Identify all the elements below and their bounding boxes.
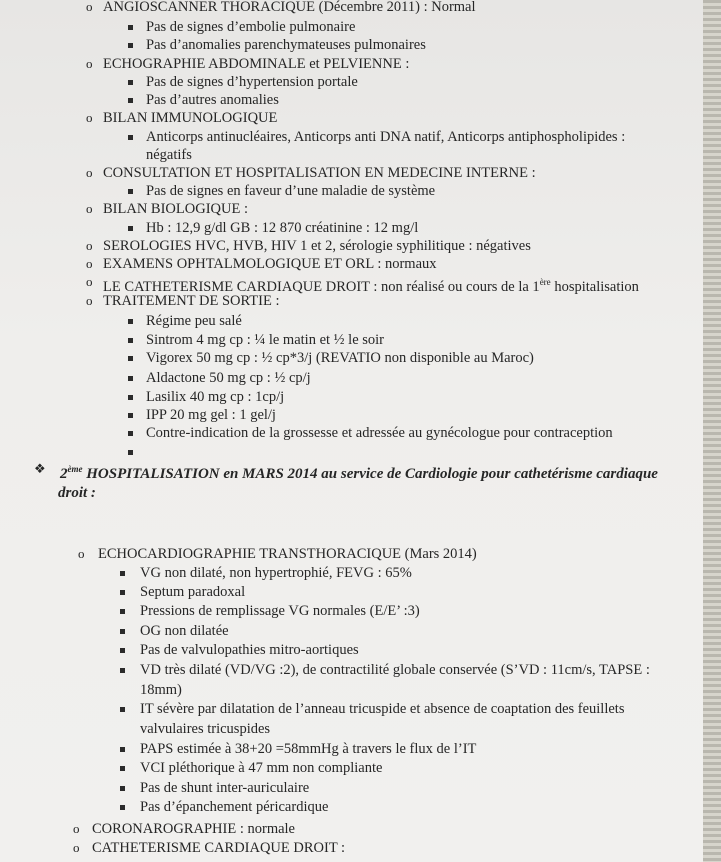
- square-bullet-icon: [128, 356, 133, 361]
- paper-edge: [703, 0, 721, 862]
- square-bullet-icon: [120, 609, 125, 614]
- bullet-item-38: Pas d’épanchement péricardique: [140, 799, 329, 815]
- square-bullet-icon: [128, 98, 133, 103]
- square-bullet-icon: [120, 590, 125, 595]
- section-item-3: ECHOGRAPHIE ABDOMINALE et PELVIENNE :: [103, 56, 410, 72]
- bullet-item-33: IT sévère par dilatation de l’anneau tricuspide et absence de coaptation des feuillets: [140, 701, 625, 717]
- square-bullet-icon: [128, 25, 133, 30]
- square-bullet-icon: [128, 413, 133, 418]
- circle-bullet-icon: o: [86, 0, 93, 14]
- square-bullet-icon: [120, 707, 125, 712]
- bullet-item-23: Contre-indication de la grossesse et adressée au gynécologue pour contraception: [146, 425, 613, 441]
- bullet-item-28: Pressions de remplissage VG normales (E/E’ :3): [140, 603, 420, 619]
- section-item-15: LE CATHETERISME CARDIAQUE DROIT : non réalisé ou cours de la 1ère hospitalisation: [103, 277, 639, 295]
- circle-bullet-icon: o: [86, 110, 93, 125]
- bullet-item-2: Pas d’anomalies parenchymateuses pulmonaires: [146, 37, 426, 53]
- bullet-item-1: Pas de signes d’embolie pulmonaire: [146, 19, 356, 35]
- square-bullet-icon: [128, 376, 133, 381]
- circle-bullet-icon: o: [86, 201, 93, 216]
- section-item-9: CONSULTATION ET HOSPITALISATION EN MEDECINE INTERNE :: [103, 165, 536, 181]
- circle-bullet-icon: o: [86, 293, 93, 308]
- square-bullet-icon: [128, 226, 133, 231]
- circle-bullet-icon: o: [78, 546, 85, 561]
- heading-prefix-number: 2ème: [60, 464, 83, 482]
- square-bullet-icon: [120, 629, 125, 634]
- square-bullet-icon: [120, 668, 125, 673]
- bullet-item-34: valvulaires tricuspides: [140, 721, 271, 737]
- diamond-bullet-icon: ❖: [34, 461, 46, 476]
- heading-line-1: HOSPITALISATION en MARS 2014 au service de Cardiologie pour cathetérisme cardiaque: [82, 466, 658, 482]
- pen-stroke: [0, 0, 39, 2]
- section-item-14: EXAMENS OPHTALMOLOGIQUE ET ORL : normaux: [103, 256, 437, 272]
- square-bullet-icon: [120, 747, 125, 752]
- circle-bullet-icon: o: [86, 274, 93, 289]
- bullet-item-30: Pas de valvulopathies mitro-aortiques: [140, 642, 359, 658]
- bullet-item-7: Anticorps antinucléaires, Anticorps anti DNA natif, Anticorps antiphospholipides :: [146, 129, 626, 145]
- bullet-item-37: Pas de shunt inter-auriculaire: [140, 780, 310, 796]
- bullet-item-21: Lasilix 40 mg cp : 1cp/j: [146, 389, 285, 405]
- bullet-item-12: Hb : 12,9 g/dl GB : 12 870 créatinine : 12 mg/l: [146, 220, 419, 236]
- circle-bullet-icon: o: [73, 840, 80, 855]
- square-bullet-icon: [128, 43, 133, 48]
- bullet-item-22: IPP 20 mg gel : 1 gel/j: [146, 407, 276, 423]
- section-item-40: CATHETERISME CARDIAQUE DROIT :: [92, 840, 346, 856]
- section-item-6: BILAN IMMUNOLOGIQUE: [103, 110, 278, 126]
- section-heading: [60, 460, 658, 483]
- bullet-item-26: VG non dilaté, non hypertrophié, FEVG : 65%: [140, 565, 412, 581]
- bullet-item-18: Sintrom 4 mg cp : ¼ le matin et ½ le soir: [146, 332, 385, 348]
- bullet-item-27: Septum paradoxal: [140, 584, 246, 600]
- section-item-39: CORONAROGRAPHIE : normale: [92, 821, 295, 837]
- section-heading-continued: droit :: [58, 485, 96, 501]
- bullet-item-32: 18mm): [140, 682, 182, 698]
- circle-bullet-icon: o: [86, 56, 93, 71]
- section-item-0: ANGIOSCANNER THORACIQUE (Décembre 2011) : Normal: [103, 0, 476, 15]
- circle-bullet-icon: o: [86, 165, 93, 180]
- circle-bullet-icon: o: [73, 821, 80, 836]
- bullet-item-4: Pas de signes d’hypertension portale: [146, 74, 358, 90]
- square-bullet-icon: [128, 395, 133, 400]
- section-item-25: ECHOCARDIOGRAPHIE TRANSTHORACIQUE (Mars 2014): [98, 546, 477, 562]
- square-bullet-icon: [128, 431, 133, 436]
- bullet-item-17: Régime peu salé: [146, 313, 242, 329]
- section-item-16: TRAITEMENT DE SORTIE :: [103, 293, 280, 309]
- square-bullet-icon: [120, 648, 125, 653]
- square-bullet-icon: [120, 766, 125, 771]
- bullet-item-10: Pas de signes en faveur d’une maladie de système: [146, 183, 436, 199]
- square-bullet-icon: [128, 338, 133, 343]
- square-bullet-icon: [128, 135, 133, 140]
- bullet-item-31: VD très dilaté (VD/VG :2), de contractilité globale conservée (S’VD : 11cm/s, TAPSE :: [140, 662, 650, 678]
- bullet-item-5: Pas d’autres anomalies: [146, 92, 279, 108]
- square-bullet-icon: [120, 805, 125, 810]
- bullet-item-35: PAPS estimée à 38+20 =58mmHg à travers le flux de l’IT: [140, 741, 477, 757]
- bullet-item-20: Aldactone 50 mg cp : ½ cp/j: [146, 370, 311, 386]
- square-bullet-icon: [128, 189, 133, 194]
- square-bullet-icon: [120, 786, 125, 791]
- circle-bullet-icon: o: [86, 256, 93, 271]
- square-bullet-icon: [120, 571, 125, 576]
- bullet-item-29: OG non dilatée: [140, 623, 229, 639]
- bullet-item-19: Vigorex 50 mg cp : ½ cp*3/j (REVATIO non disponible au Maroc): [146, 350, 534, 366]
- bullet-item-36: VCI pléthorique à 47 mm non compliante: [140, 760, 383, 776]
- section-item-11: BILAN BIOLOGIQUE :: [103, 201, 248, 217]
- square-bullet-icon: [128, 319, 133, 324]
- square-bullet-icon: [128, 450, 133, 455]
- square-bullet-icon: [128, 80, 133, 85]
- section-item-13: SEROLOGIES HVC, HVB, HIV 1 et 2, sérologie syphilitique : négatives: [103, 238, 531, 254]
- circle-bullet-icon: o: [86, 238, 93, 253]
- bullet-item-8: négatifs: [146, 147, 192, 163]
